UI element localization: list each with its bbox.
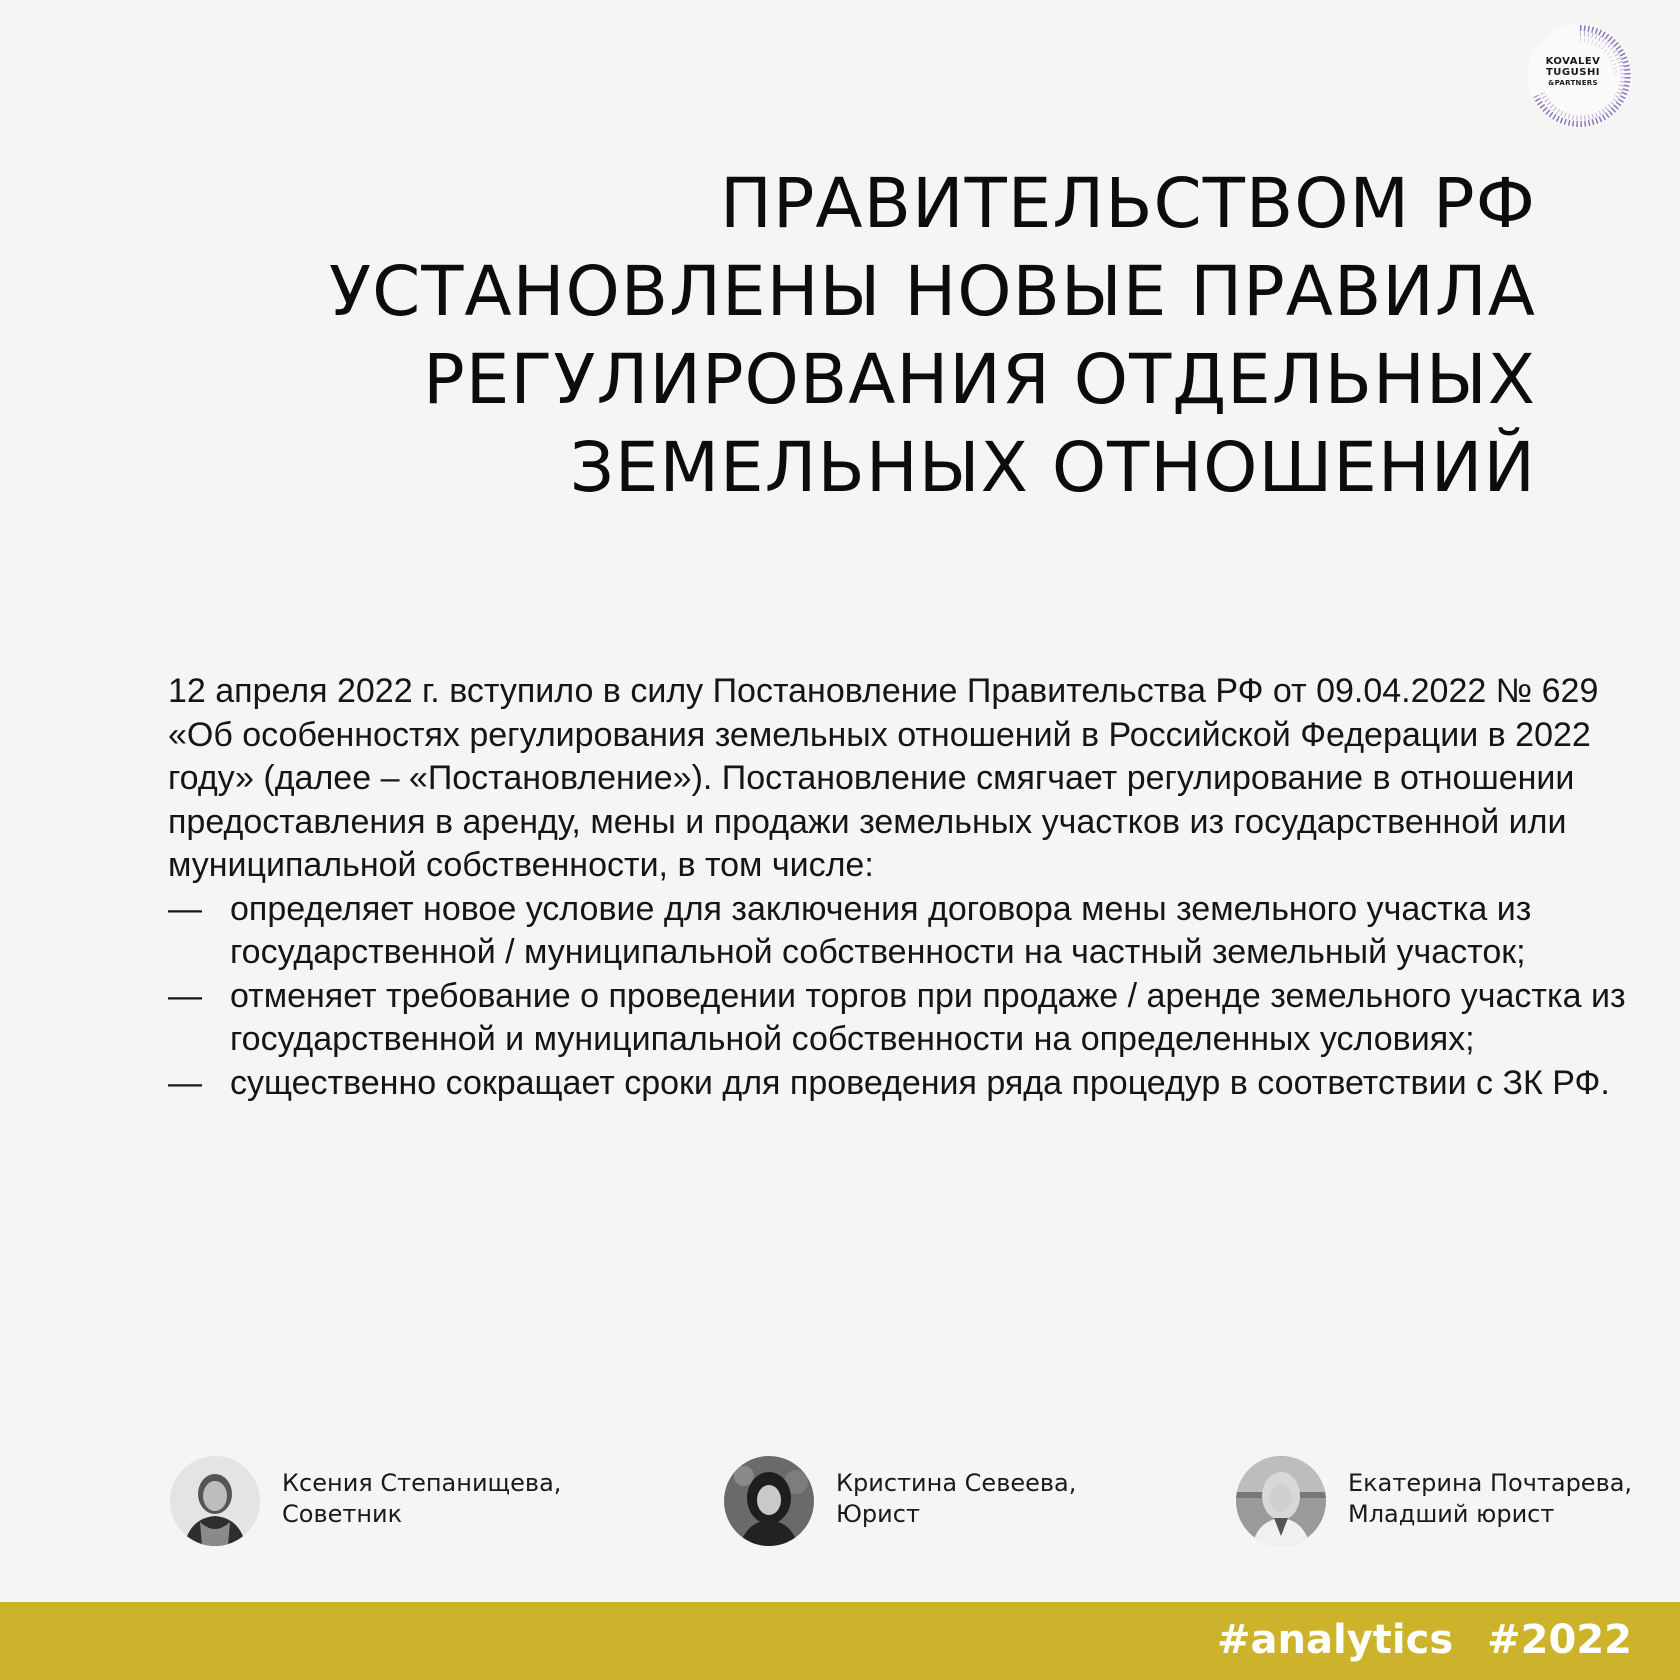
company-logo bbox=[1528, 24, 1632, 128]
author-name: Кристина Севеева, bbox=[836, 1469, 1077, 1497]
avatar bbox=[724, 1456, 814, 1546]
intro-paragraph: 12 апреля 2022 г. вступило в силу Постановление Правительства РФ от 09.04.2022 № 629 «Об особенностях регулирования земельных отношений в Российской Федерации в 2022 году» (далее – «Постановление»). Постановление смягчает регулирование в отношении предоставления в аренду, мены и продажи земельных участков из государственной или муниципальной собственности, в том числе: bbox=[168, 672, 1599, 884]
author-info bbox=[282, 1468, 561, 1530]
author-name: Ксения Степанищева, bbox=[282, 1469, 562, 1497]
hashtag-year[interactable]: #2022 bbox=[1487, 1617, 1632, 1663]
title-line-1: ПРАВИТЕЛЬСТВОМ РФ bbox=[719, 164, 1536, 244]
author-role: Младший юрист bbox=[1348, 1500, 1555, 1528]
author-role: Советник bbox=[282, 1500, 403, 1528]
page-title bbox=[196, 160, 1536, 512]
bullet-dash: — bbox=[168, 1063, 202, 1102]
logo-line-3: &PARTNERS bbox=[1548, 79, 1598, 87]
list-item bbox=[168, 888, 1648, 975]
title-line-3: РЕГУЛИРОВАНИЯ ОТДЕЛЬНЫХ bbox=[423, 340, 1536, 420]
logo-line-2: TUGUSHI bbox=[1545, 67, 1601, 78]
footer-band bbox=[0, 1602, 1680, 1680]
logo-line-1: KOVALEV bbox=[1545, 56, 1601, 67]
list-item bbox=[168, 975, 1648, 1062]
bullet-text: существенно сокращает сроки для проведения ряда процедур в соответствии с ЗК РФ. bbox=[230, 1063, 1610, 1102]
hashtags bbox=[1217, 1610, 1632, 1670]
hashtag-analytics[interactable]: #analytics bbox=[1217, 1617, 1454, 1663]
bullet-text: определяет новое условие для заключения договора мены земельного участка из государственной / муниципальной собственности на частный земельный участок; bbox=[230, 889, 1532, 971]
bullet-text: отменяет требование о проведении торгов при продаже / аренде земельного участка из государственной и муниципальной собственности на определенных условиях; bbox=[230, 976, 1626, 1058]
author-role: Юрист bbox=[836, 1500, 920, 1528]
title-line-2: УСТАНОВЛЕНЫ НОВЫЕ ПРАВИЛА bbox=[329, 252, 1536, 332]
logo-wordmark bbox=[1538, 56, 1608, 89]
bullet-dash: — bbox=[168, 889, 202, 928]
avatar bbox=[1236, 1456, 1326, 1546]
bullet-list bbox=[168, 888, 1648, 1106]
article-body bbox=[168, 670, 1648, 1105]
title-line-4: ЗЕМЕЛЬНЫХ ОТНОШЕНИЙ bbox=[569, 428, 1536, 508]
avatar bbox=[170, 1456, 260, 1546]
author-name: Екатерина Почтарева, bbox=[1348, 1469, 1633, 1497]
author-info bbox=[836, 1468, 1076, 1530]
bullet-dash: — bbox=[168, 976, 202, 1015]
list-item bbox=[168, 1062, 1648, 1106]
author-info bbox=[1348, 1468, 1632, 1530]
